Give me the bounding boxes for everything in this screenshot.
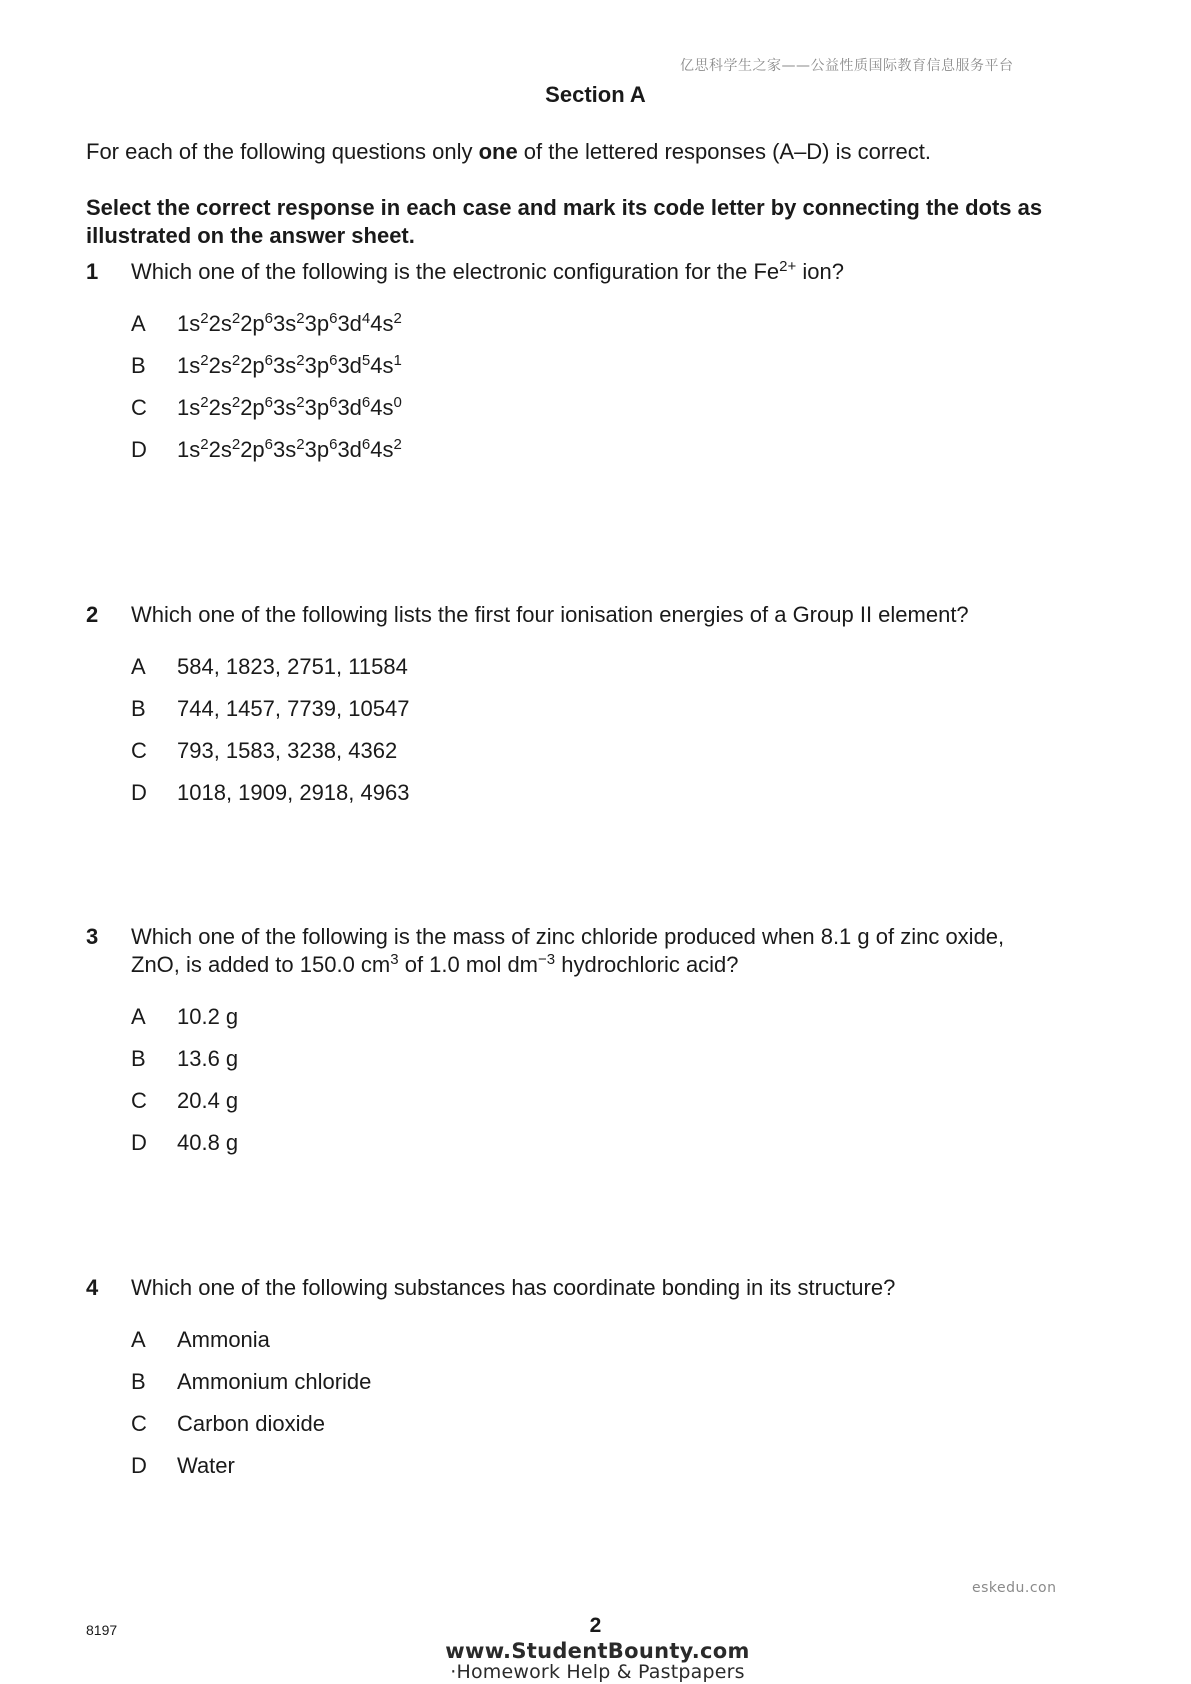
option-text: 40.8 g — [177, 1130, 239, 1155]
option-text: 10.2 g — [177, 1004, 239, 1029]
option-letter: D — [131, 437, 147, 462]
orbital: 3d — [337, 395, 362, 420]
question-text-start: Which one of the following is the electronic configuration for the Fe — [131, 259, 780, 284]
logo-tagline: ·Homework Help & Pastpapers — [450, 1661, 745, 1683]
section-title: Section A — [545, 82, 646, 107]
orbital: 3d — [337, 437, 362, 462]
question-number: 1 — [86, 259, 99, 284]
option-letter: A — [131, 654, 146, 679]
electron-count: 6 — [264, 310, 274, 327]
q3-unit-exponent: −3 — [538, 951, 556, 968]
orbital: 1s — [177, 353, 201, 378]
electron-count: 2 — [231, 436, 241, 453]
option-letter: A — [131, 311, 146, 336]
option-letter: D — [131, 1453, 147, 1478]
question-text: Which one of the following substances has coordinate bonding in its structure? — [131, 1275, 896, 1300]
option-text: 13.6 g — [177, 1046, 239, 1071]
option-c[interactable] — [131, 737, 1031, 779]
electron-count: 2 — [296, 310, 305, 327]
option-letter: C — [131, 1088, 147, 1113]
option-a[interactable] — [131, 653, 1031, 695]
option-letter: B — [131, 696, 146, 721]
option-c[interactable] — [131, 1087, 1031, 1129]
electron-count: 2 — [393, 310, 402, 327]
electron-count: 6 — [361, 394, 371, 411]
option-a[interactable] — [131, 1003, 1031, 1045]
question-number: 2 — [86, 602, 99, 627]
question-text-line-1: Which one of the following is the mass of zinc chloride produced when 8.1 g of zinc oxide, — [131, 924, 1005, 949]
ion-charge: 2+ — [779, 258, 797, 275]
orbital: 3d — [337, 311, 362, 336]
q3-text-b: of 1.0 mol dm — [398, 952, 538, 977]
option-b[interactable] — [131, 1045, 1031, 1087]
option-config — [177, 352, 402, 380]
intro-text-start: For each of the following questions only — [86, 139, 479, 164]
orbital: 4s — [370, 353, 394, 378]
orbital: 4s — [370, 395, 394, 420]
option-d[interactable] — [131, 1452, 1031, 1494]
orbital: 4s — [370, 437, 394, 462]
electron-count: 2 — [231, 310, 241, 327]
question-text — [131, 923, 1121, 979]
electron-count: 6 — [264, 352, 274, 369]
option-config — [177, 310, 402, 338]
electron-count: 4 — [361, 310, 371, 327]
electron-count: 5 — [361, 352, 371, 369]
electron-count: 6 — [329, 436, 338, 453]
electron-count: 1 — [393, 352, 402, 369]
option-letter: B — [131, 353, 146, 378]
options-list — [131, 1003, 1031, 1171]
orbital: 2p — [240, 311, 265, 336]
electron-count: 2 — [296, 436, 305, 453]
q3-text-a: ZnO, is added to 150.0 cm — [131, 952, 391, 977]
orbital: 2s — [208, 395, 232, 420]
electron-count: 2 — [296, 394, 305, 411]
option-b[interactable] — [131, 352, 1031, 394]
q3-unit-exponent: 3 — [390, 951, 399, 968]
option-c[interactable] — [131, 1410, 1031, 1452]
option-text: Carbon dioxide — [177, 1411, 325, 1436]
page-number: 2 — [589, 1614, 602, 1637]
option-letter: C — [131, 395, 147, 420]
option-b[interactable] — [131, 695, 1031, 737]
options-list — [131, 653, 1031, 821]
option-text: 20.4 g — [177, 1088, 239, 1113]
options-list — [131, 310, 1031, 478]
electron-count: 2 — [296, 352, 305, 369]
electron-count: 2 — [231, 394, 241, 411]
option-letter: D — [131, 780, 147, 805]
intro-text — [86, 138, 1116, 166]
question-number: 4 — [86, 1275, 99, 1300]
option-letter: B — [131, 1046, 146, 1071]
option-letter: A — [131, 1004, 146, 1029]
electron-count: 2 — [200, 394, 209, 411]
option-letter: A — [131, 1327, 146, 1352]
orbital: 3s — [273, 395, 297, 420]
option-text: 793, 1583, 3238, 4362 — [177, 738, 398, 763]
option-config — [177, 436, 402, 464]
intro-emphasis: one — [478, 139, 518, 164]
question-number: 3 — [86, 924, 99, 949]
orbital: 1s — [177, 395, 201, 420]
option-text: 744, 1457, 7739, 10547 — [177, 696, 410, 721]
orbital: 3p — [304, 395, 330, 420]
orbital: 2p — [240, 395, 265, 420]
option-text: Water — [177, 1453, 235, 1478]
question-text: Which one of the following lists the first four ionisation energies of a Group II element? — [131, 602, 969, 627]
studentbounty-logo[interactable] — [445, 1640, 750, 1682]
orbital: 2p — [240, 353, 265, 378]
orbital: 3p — [304, 437, 330, 462]
option-letter: B — [131, 1369, 146, 1394]
document-code: 8197 — [86, 1622, 118, 1638]
orbital: 2p — [240, 437, 265, 462]
option-a[interactable] — [131, 1326, 1031, 1368]
electron-count: 2 — [200, 436, 209, 453]
logo-site-text: www.StudentBounty.com — [445, 1639, 750, 1663]
footer-watermark: eskedu.con — [972, 1580, 1057, 1596]
electron-count: 6 — [264, 394, 274, 411]
electron-count: 6 — [329, 310, 338, 327]
option-d[interactable] — [131, 436, 1031, 478]
option-letter: C — [131, 738, 147, 763]
orbital: 2s — [208, 353, 232, 378]
question-text-end: ion? — [796, 259, 844, 284]
option-config — [177, 394, 402, 422]
orbital: 1s — [177, 311, 201, 336]
electron-count: 6 — [329, 352, 338, 369]
electron-count: 0 — [393, 394, 402, 411]
orbital: 3s — [273, 437, 297, 462]
orbital: 3d — [337, 353, 362, 378]
orbital: 1s — [177, 437, 201, 462]
option-d[interactable] — [131, 779, 1031, 821]
orbital: 4s — [370, 311, 394, 336]
orbital: 3s — [273, 353, 297, 378]
electron-count: 6 — [329, 394, 338, 411]
option-b[interactable] — [131, 1368, 1031, 1410]
orbital: 3p — [304, 311, 330, 336]
orbital: 3p — [304, 353, 330, 378]
electron-count: 6 — [264, 436, 274, 453]
question-text — [131, 258, 1121, 286]
option-letter: D — [131, 1130, 147, 1155]
option-text: 584, 1823, 2751, 11584 — [177, 654, 408, 679]
option-text: Ammonia — [177, 1327, 270, 1352]
option-a[interactable] — [131, 310, 1031, 352]
electron-count: 2 — [393, 436, 402, 453]
header-watermark: 亿思科学生之家——公益性质国际教育信息服务平台 — [680, 58, 1014, 74]
option-letter: C — [131, 1411, 147, 1436]
electron-count: 2 — [200, 310, 209, 327]
option-c[interactable] — [131, 394, 1031, 436]
electron-count: 6 — [361, 436, 371, 453]
option-d[interactable] — [131, 1129, 1031, 1171]
option-text: Ammonium chloride — [177, 1369, 372, 1394]
option-text: 1018, 1909, 2918, 4963 — [177, 780, 410, 805]
q3-text-c: hydrochloric acid? — [555, 952, 739, 977]
question-text-line-2 — [131, 951, 1121, 979]
orbital: 3s — [273, 311, 297, 336]
options-list — [131, 1326, 1031, 1494]
intro-text-end: of the lettered responses (A–D) is correct. — [517, 139, 931, 164]
orbital: 2s — [208, 437, 232, 462]
electron-count: 2 — [200, 352, 209, 369]
orbital: 2s — [208, 311, 232, 336]
electron-count: 2 — [231, 352, 241, 369]
instruction-text: Select the correct response in each case and mark its code letter by connecting the dots as illustrated on the answer sheet. — [86, 195, 1043, 248]
